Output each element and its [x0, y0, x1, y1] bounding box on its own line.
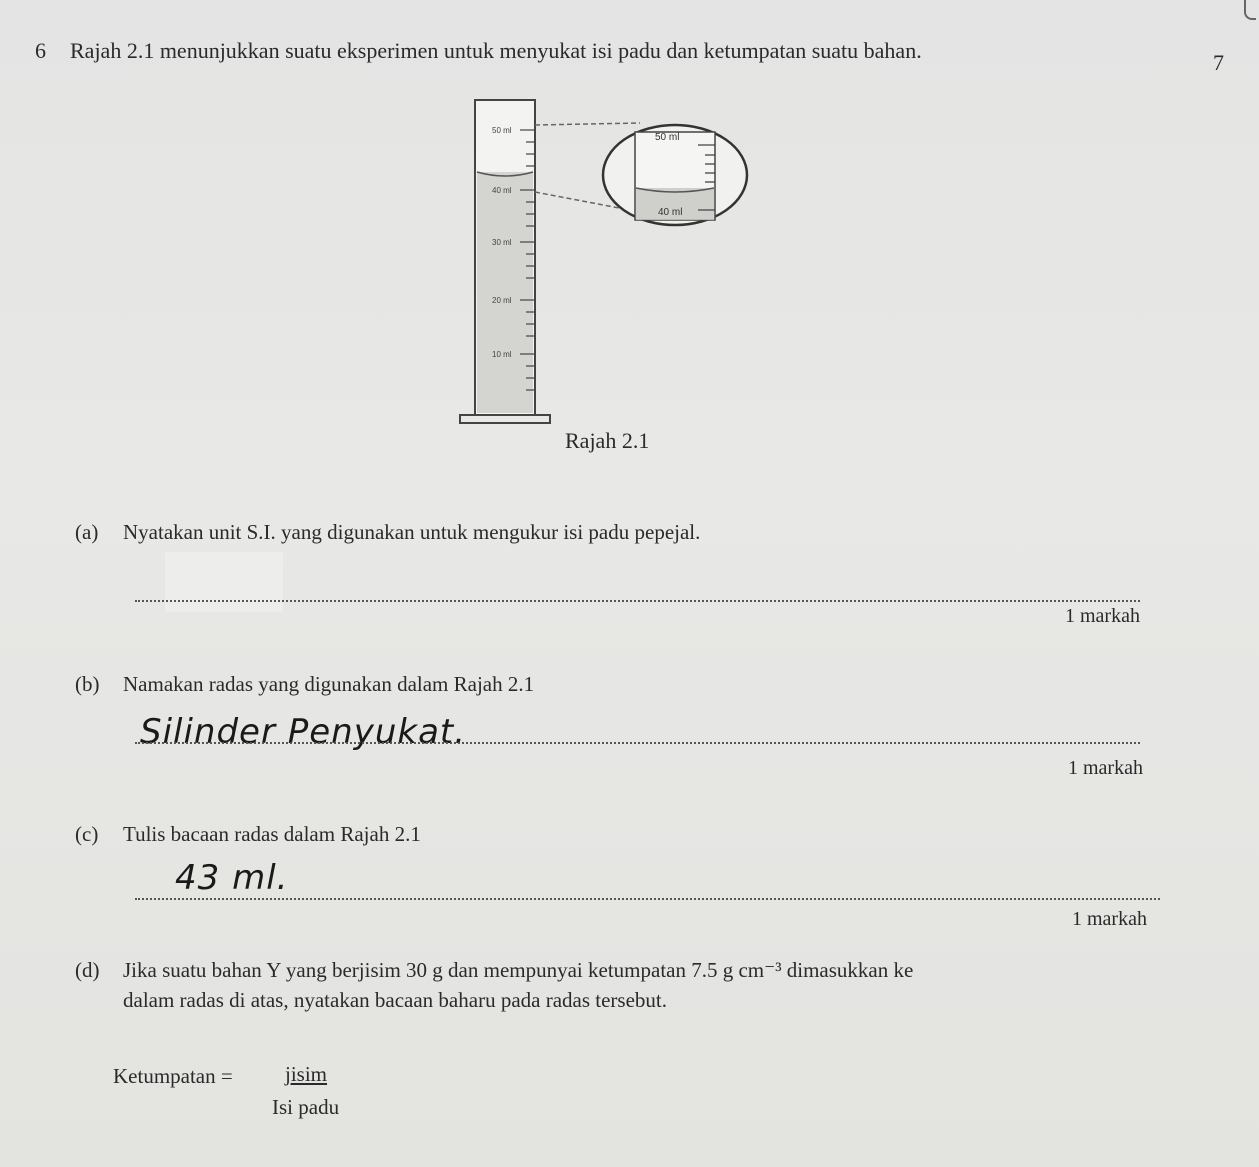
- part-b-answer-line: [135, 742, 1140, 744]
- zoom-inset: [603, 125, 747, 225]
- zoom-label-50: 50 ml: [655, 132, 680, 143]
- part-d-text-line1: Jika suatu bahan Y yang berjisim 30 g dan mempunyai ketumpatan 7.5 g cm⁻³ dimasukkan ke: [123, 958, 914, 982]
- part-c-label: (c): [75, 822, 99, 846]
- scale-label-40: 40 ml: [492, 186, 512, 195]
- formula-lhs: Ketumpatan =: [113, 1064, 233, 1088]
- part-c-answer[interactable]: 43 ml.: [175, 858, 289, 898]
- question-number: 6: [35, 38, 46, 63]
- part-a-answer-line: [135, 600, 1140, 602]
- formula-denominator: Isi padu: [272, 1095, 340, 1119]
- part-b-text: Namakan radas yang digunakan dalam Rajah 2.1: [123, 672, 535, 696]
- part-d-label: (d): [75, 958, 100, 982]
- part-a-text: Nyatakan unit S.I. yang digunakan untuk mengukur isi padu pepejal.: [123, 520, 701, 544]
- scale-label-10: 10 ml: [492, 350, 512, 359]
- part-c-question: [75, 822, 421, 847]
- scale-label-50: 50 ml: [492, 126, 512, 135]
- part-c-answer-line: [135, 898, 1160, 900]
- cylinder-liquid: [477, 172, 533, 413]
- part-a-question: [75, 520, 700, 545]
- part-a-label: (a): [75, 520, 99, 544]
- part-c-text: Tulis bacaan radas dalam Rajah 2.1: [123, 822, 421, 846]
- part-b-answer[interactable]: Silinder Penyukat.: [140, 712, 467, 752]
- figure-caption: Rajah 2.1: [565, 428, 650, 453]
- corner-mark: [1244, 0, 1256, 20]
- erased-area: [165, 552, 283, 612]
- formula-numerator: jisim: [285, 1062, 328, 1086]
- part-b-label: (b): [75, 672, 100, 696]
- question-intro: Rajah 2.1 menunjukkan suatu eksperimen untuk menyukat isi padu dan ketumpatan suatu bahan.: [70, 38, 922, 63]
- zoom-label-40: 40 ml: [658, 207, 683, 218]
- part-b-marks: 1 markah: [1068, 757, 1143, 779]
- cylinder-base: [460, 415, 550, 423]
- part-b-question: [75, 672, 534, 697]
- measuring-cylinder-figure: [440, 90, 770, 430]
- part-d-text-line2: dalam radas di atas, nyatakan bacaan baharu pada radas tersebut.: [123, 988, 667, 1012]
- scale-label-30: 30 ml: [492, 238, 512, 247]
- part-c-marks: 1 markah: [1072, 908, 1147, 930]
- part-a-marks: 1 markah: [1065, 605, 1140, 627]
- page-number: 7: [1213, 50, 1224, 75]
- zoom-connector-top: [535, 123, 640, 125]
- part-d-question: [75, 958, 913, 983]
- scale-label-20: 20 ml: [492, 296, 512, 305]
